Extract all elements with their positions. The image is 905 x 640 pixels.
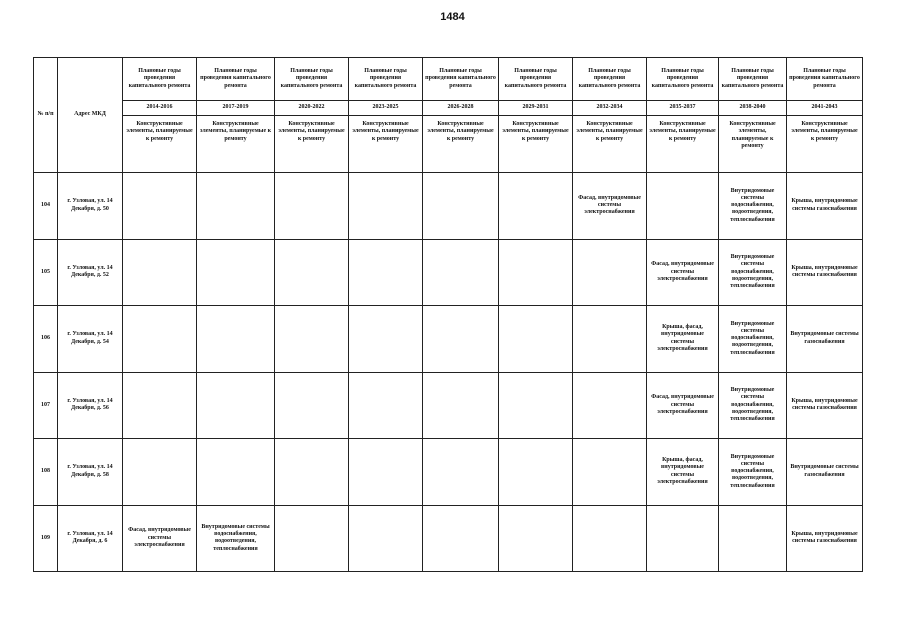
repair-elements-cell — [349, 306, 423, 373]
repair-elements-cell: Внутридомовые системы водоснабжения, водоотведения, теплоснабжения — [719, 239, 787, 306]
repair-elements-cell — [499, 505, 573, 572]
repair-elements-cell: Внутридомовые системы водоснабжения, водоотведения, теплоснабжения — [719, 306, 787, 373]
period-years: 2020-2022 — [275, 101, 349, 116]
repair-elements-cell — [275, 239, 349, 306]
period-years: 2026-2028 — [423, 101, 499, 116]
repair-elements-cell — [275, 505, 349, 572]
row-number: 104 — [34, 173, 58, 240]
period-title: Плановые годы проведения капитального ремонта — [197, 58, 275, 101]
capital-repair-table — [33, 57, 863, 572]
repair-elements-cell — [123, 306, 197, 373]
row-number: 105 — [34, 239, 58, 306]
period-elements: Конструктивные элементы, планируемые к ремонту — [275, 116, 349, 173]
row-address: г. Узловая, ул. 14 Декабря, д. 58 — [58, 439, 123, 506]
period-years: 2038-2040 — [719, 101, 787, 116]
repair-elements-cell: Крыша, фасад, внутридомовые системы электроснабжения — [647, 439, 719, 506]
repair-elements-cell: Крыша, внутридомовые системы газоснабжения — [787, 372, 863, 439]
period-elements: Конструктивные элементы, планируемые к ремонту — [349, 116, 423, 173]
period-title: Плановые годы проведения капитального ремонта — [647, 58, 719, 101]
period-title: Плановые годы проведения капитального ремонта — [573, 58, 647, 101]
repair-elements-cell — [349, 372, 423, 439]
repair-elements-cell — [423, 239, 499, 306]
period-years: 2014-2016 — [123, 101, 197, 116]
period-elements: Конструктивные элементы, планируемые к ремонту — [423, 116, 499, 173]
repair-elements-cell: Крыша, внутридомовые системы газоснабжения — [787, 173, 863, 240]
address-header: Адрес МКД — [58, 58, 123, 173]
repair-elements-cell — [719, 505, 787, 572]
row-number: 109 — [34, 505, 58, 572]
header-row-title — [34, 58, 863, 101]
repair-elements-cell — [123, 239, 197, 306]
period-elements: Конструктивные элементы, планируемые к ремонту — [123, 116, 197, 173]
repair-elements-cell — [197, 439, 275, 506]
repair-elements-cell: Фасад, внутридомовые системы электроснабжения — [647, 372, 719, 439]
repair-elements-cell — [423, 505, 499, 572]
repair-elements-cell — [499, 372, 573, 439]
period-years: 2029-2031 — [499, 101, 573, 116]
repair-elements-cell: Внутридомовые системы водоснабжения, водоотведения, теплоснабжения — [197, 505, 275, 572]
repair-elements-cell — [499, 439, 573, 506]
period-years: 2023-2025 — [349, 101, 423, 116]
repair-elements-cell — [123, 439, 197, 506]
table-row — [34, 306, 863, 373]
repair-elements-cell — [123, 173, 197, 240]
repair-elements-cell — [197, 239, 275, 306]
repair-elements-cell — [349, 439, 423, 506]
table-row — [34, 505, 863, 572]
period-title: Плановые годы проведения капитального ремонта — [423, 58, 499, 101]
repair-elements-cell — [349, 173, 423, 240]
period-title: Плановые годы проведения капитального ремонта — [349, 58, 423, 101]
repair-elements-cell — [349, 239, 423, 306]
repair-elements-cell: Фасад, внутридомовые системы электроснабжения — [573, 173, 647, 240]
repair-elements-cell — [423, 306, 499, 373]
period-years: 2035-2037 — [647, 101, 719, 116]
repair-elements-cell — [573, 372, 647, 439]
repair-elements-cell — [275, 439, 349, 506]
period-elements: Конструктивные элементы, планируемые к ремонту — [573, 116, 647, 173]
repair-elements-cell — [423, 173, 499, 240]
row-address: г. Узловая, ул. 14 Декабря, д. 56 — [58, 372, 123, 439]
period-title: Плановые годы проведения капитального ремонта — [719, 58, 787, 101]
repair-elements-cell: Крыша, внутридомовые системы газоснабжения — [787, 239, 863, 306]
repair-elements-cell — [197, 372, 275, 439]
repair-elements-cell: Фасад, внутридомовые системы электроснабжения — [647, 239, 719, 306]
table-row — [34, 239, 863, 306]
period-title: Плановые годы проведения капитального ремонта — [275, 58, 349, 101]
repair-elements-cell — [499, 239, 573, 306]
row-address: г. Узловая, ул. 14 Декабря, д. 6 — [58, 505, 123, 572]
header-row-elements — [34, 116, 863, 173]
row-address: г. Узловая, ул. 14 Декабря, д. 50 — [58, 173, 123, 240]
period-title: Плановые годы проведения капитального ремонта — [787, 58, 863, 101]
repair-elements-cell — [123, 372, 197, 439]
repair-elements-cell — [197, 306, 275, 373]
page-number: 1484 — [440, 11, 465, 23]
repair-elements-cell: Внутридомовые системы водоснабжения, водоотведения, теплоснабжения — [719, 372, 787, 439]
repair-elements-cell — [423, 372, 499, 439]
repair-elements-cell: Внутридомовые системы водоснабжения, водоотведения, теплоснабжения — [719, 173, 787, 240]
repair-elements-cell — [275, 173, 349, 240]
repair-elements-cell — [573, 505, 647, 572]
period-title: Плановые годы проведения капитального ремонта — [123, 58, 197, 101]
repair-elements-cell — [573, 239, 647, 306]
repair-elements-cell — [275, 306, 349, 373]
period-elements: Конструктивные элементы, планируемые к ремонту — [719, 116, 787, 173]
num-header: № п/п — [34, 58, 58, 173]
repair-elements-cell: Внутридомовые системы газоснабжения — [787, 306, 863, 373]
header-row-years — [34, 101, 863, 116]
repair-elements-cell — [499, 306, 573, 373]
repair-elements-cell — [275, 372, 349, 439]
repair-elements-cell — [197, 173, 275, 240]
period-elements: Конструктивные элементы, планируемые к ремонту — [197, 116, 275, 173]
repair-elements-cell — [573, 306, 647, 373]
table-row — [34, 173, 863, 240]
row-number: 106 — [34, 306, 58, 373]
repair-elements-cell — [499, 173, 573, 240]
repair-elements-cell — [423, 439, 499, 506]
period-elements: Конструктивные элементы, планируемые к ремонту — [647, 116, 719, 173]
period-years: 2032-2034 — [573, 101, 647, 116]
period-elements: Конструктивные элементы, планируемые к ремонту — [787, 116, 863, 173]
row-address: г. Узловая, ул. 14 Декабря, д. 52 — [58, 239, 123, 306]
table-row — [34, 372, 863, 439]
repair-elements-cell — [349, 505, 423, 572]
row-number: 108 — [34, 439, 58, 506]
table-body — [34, 173, 863, 572]
repair-elements-cell: Фасад, внутридомовые системы электроснабжения — [123, 505, 197, 572]
repair-elements-cell: Внутридомовые системы водоснабжения, водоотведения, теплоснабжения — [719, 439, 787, 506]
row-number: 107 — [34, 372, 58, 439]
repair-elements-cell — [647, 505, 719, 572]
repair-elements-cell — [573, 439, 647, 506]
repair-elements-cell: Крыша, внутридомовые системы газоснабжения — [787, 505, 863, 572]
repair-elements-cell: Крыша, фасад, внутридомовые системы электроснабжения — [647, 306, 719, 373]
period-elements: Конструктивные элементы, планируемые к ремонту — [499, 116, 573, 173]
table-row — [34, 439, 863, 506]
period-title: Плановые годы проведения капитального ремонта — [499, 58, 573, 101]
repair-elements-cell: Внутридомовые системы газоснабжения — [787, 439, 863, 506]
repair-elements-cell — [647, 173, 719, 240]
period-years: 2041-2043 — [787, 101, 863, 116]
period-years: 2017-2019 — [197, 101, 275, 116]
row-address: г. Узловая, ул. 14 Декабря, д. 54 — [58, 306, 123, 373]
